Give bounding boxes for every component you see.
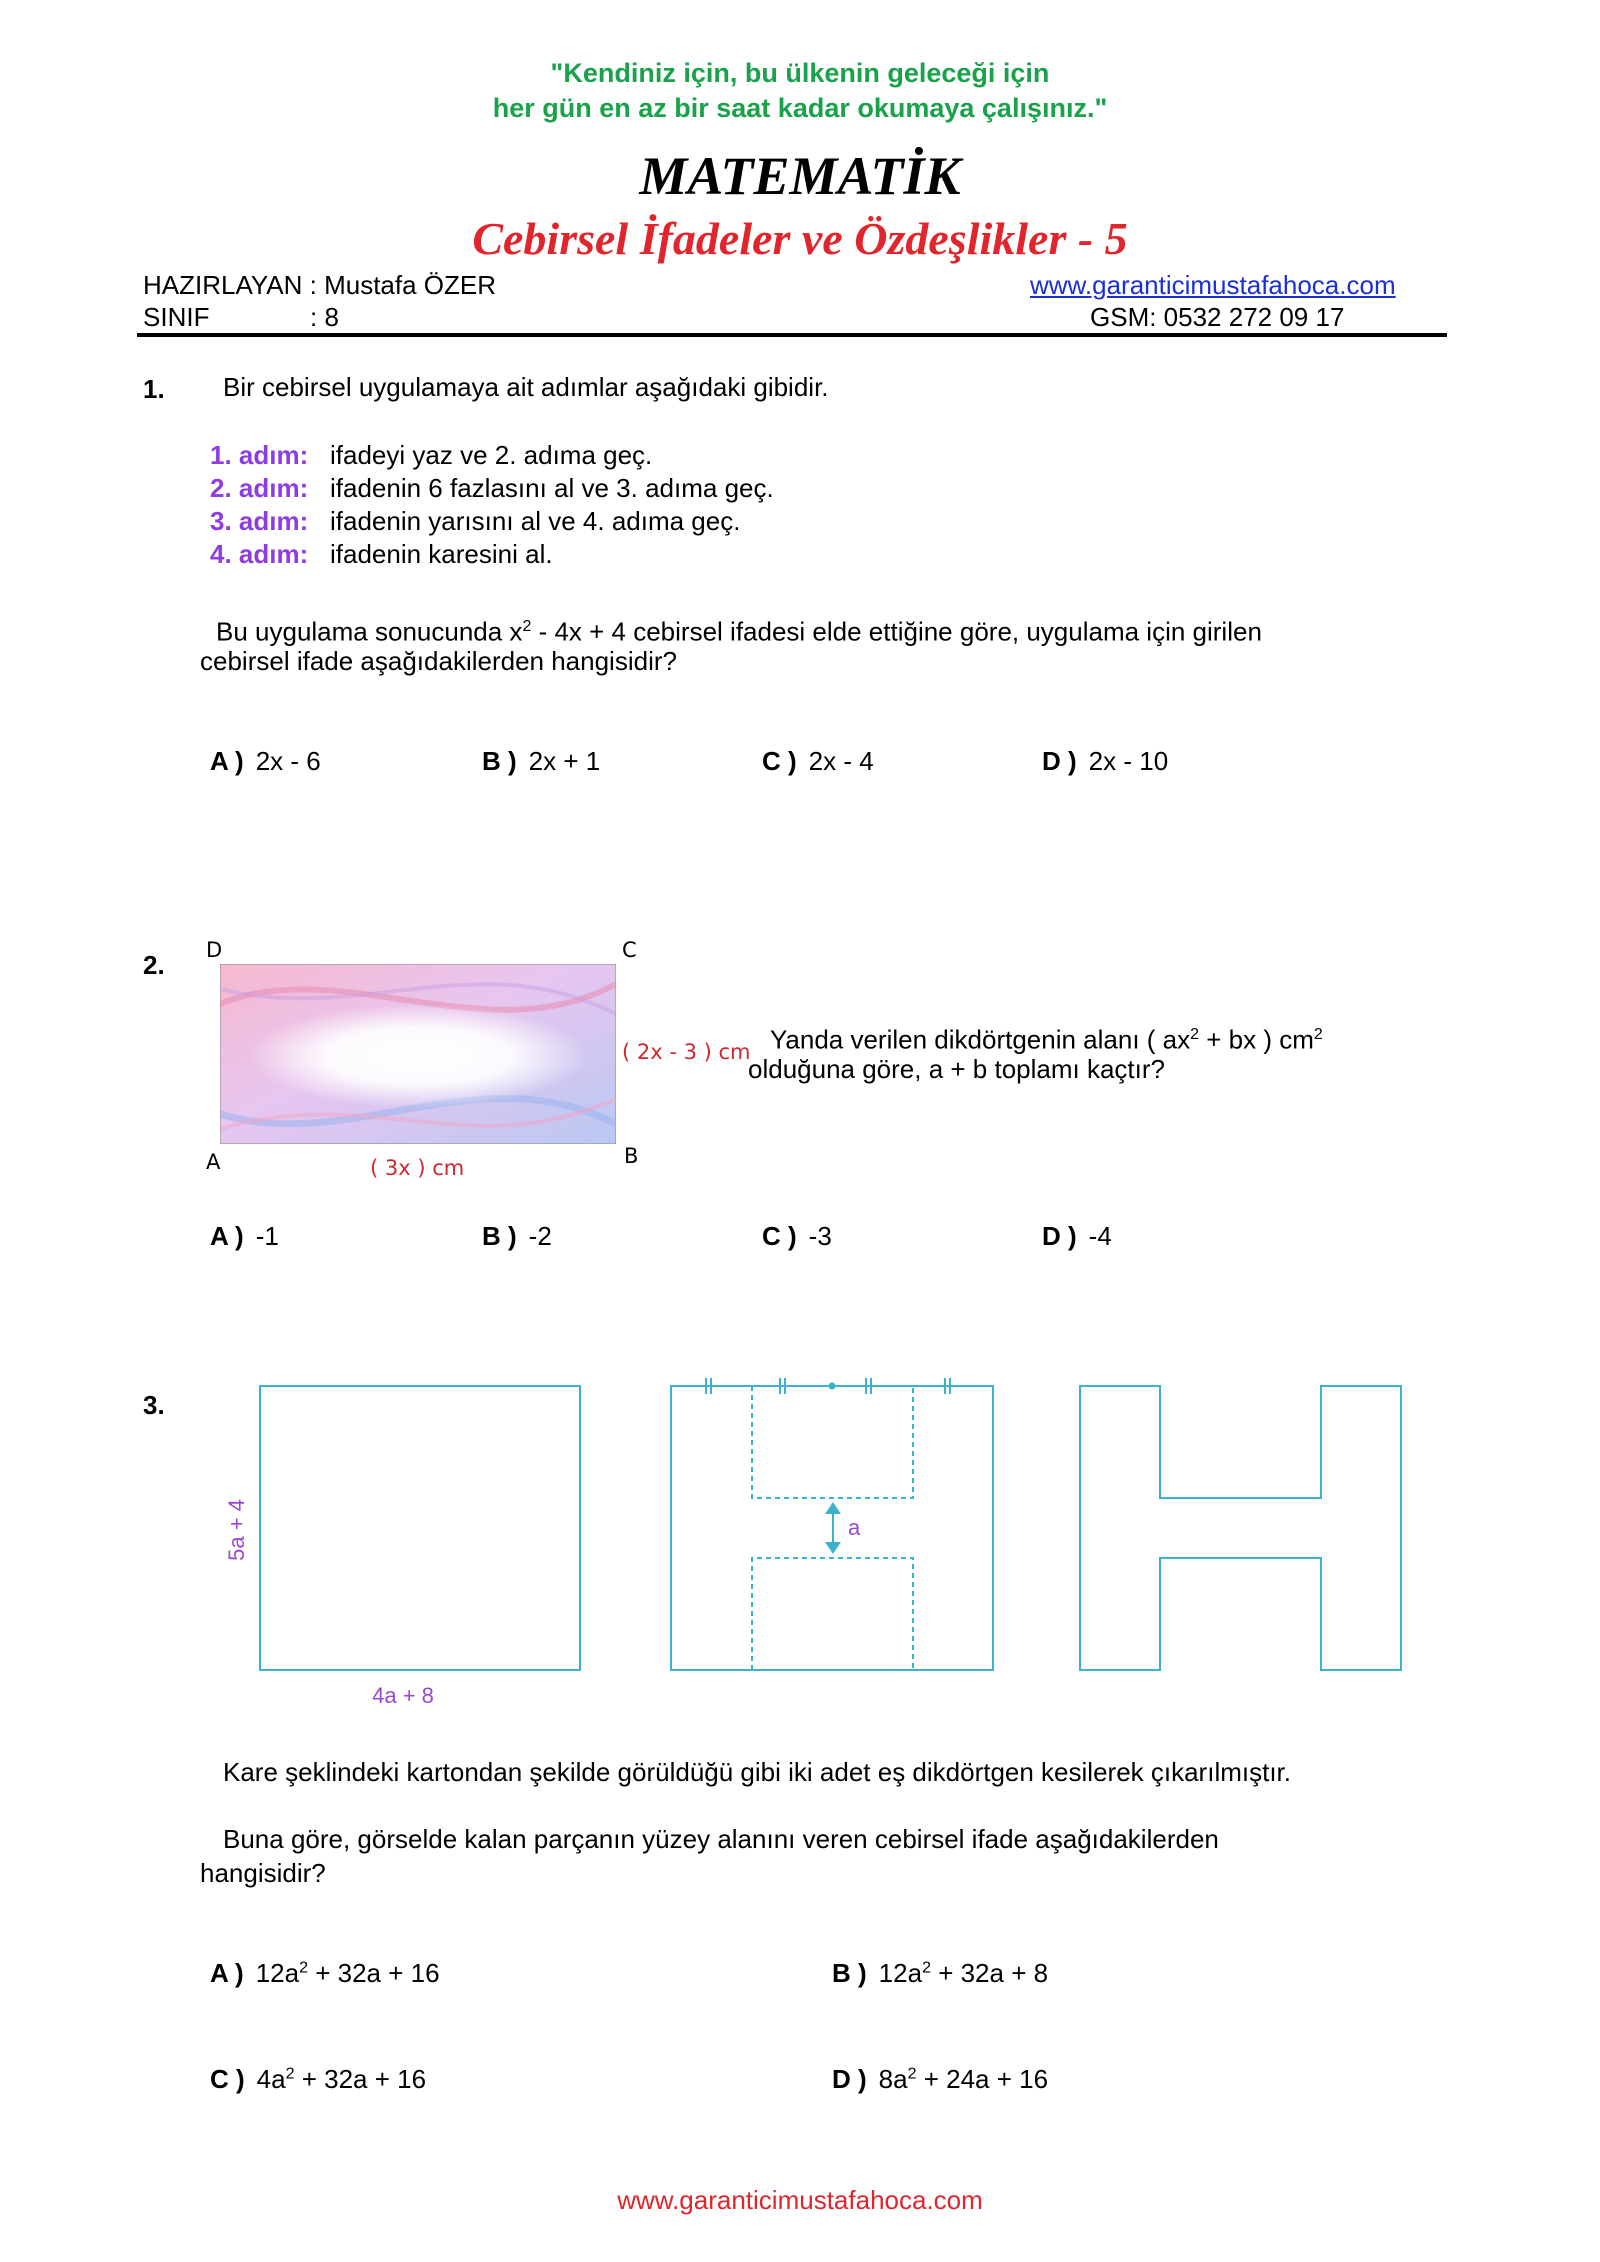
q2-option-b[interactable]: B ) -2 [482,1221,552,1251]
question-2-stem-line-1: Yanda verilen dikdörtgenin alanı ( $ax^2$ + bx ) $cm^2$ [770,1024,1323,1055]
footer-website[interactable]: www.garanticimustafahoca.com [617,2185,983,2215]
corner-a-label: A [206,1150,221,1174]
q3-option-b[interactable]: B ) $12a^2 + 32a + 8$ [832,1958,1049,1988]
step-2 [210,473,774,504]
author-label: HAZIRLAYAN : Mustafa ÖZER [143,270,497,300]
step-1-text: ifadeyi yaz ve 2. adıma geç. [330,440,653,470]
header-divider [137,333,1447,337]
cardboard-figures [0,1370,1600,1710]
question-1-stem-line-2: cebirsel ifade aşağıdakilerden hangisidir? [200,646,677,676]
square-bottom-label: 4a + 8 [372,1683,434,1708]
step-4 [210,539,553,570]
class-value: : 8 [310,302,339,332]
header-website-link[interactable]: www.garanticimustafahoca.com [1030,270,1396,300]
gsm-number: GSM: 0532 272 09 17 [1090,302,1345,332]
step-1-label: 1. adım: [210,440,309,470]
step-3-label: 3. adım: [210,506,309,536]
step-2-label: 2. adım: [210,473,309,503]
question-3-text-2-line-2: hangisidir? [200,1858,326,1888]
side-length-label: ( 2x - 3 ) cm [622,1040,751,1064]
q2-option-a[interactable]: A ) -1 [210,1221,279,1251]
step-1 [210,440,652,471]
step-4-label: 4. adım: [210,539,309,569]
q3-option-c[interactable]: C ) $4a^2 + 32a + 16$ [210,2064,427,2094]
q1-option-c[interactable]: C ) 2x - 4 [762,746,874,776]
question-2-stem-line-2: olduğuna göre, a + b toplamı kaçtır? [748,1054,1165,1084]
question-2-number: 2. [143,950,165,980]
class-label: SINIF [143,302,210,332]
step-2-text: ifadenin 6 fazlasını al ve 3. adıma geç. [330,473,774,503]
step-3 [210,506,740,537]
q3-option-d[interactable]: D ) $8a^2 + 24a + 16$ [832,2064,1049,2094]
corner-c-label: C [622,938,637,962]
q2-option-d[interactable]: D ) -4 [1042,1221,1112,1251]
gap-label: a [848,1515,861,1540]
corner-b-label: B [624,1144,639,1168]
topic-title: Cebirsel İfadeler ve Özdeşlikler - 5 [472,213,1128,264]
q3-option-a[interactable]: A ) $12a^2 + 32a + 16$ [210,1958,440,1988]
question-1-number: 1. [143,374,165,404]
square-side-label: 5a + 4 [224,1499,249,1561]
subject-title: MATEMATİK [639,146,961,206]
question-1-stem-line-1: Bu uygulama sonucunda $x^2 - 4x + 4$ cebirsel ifadesi elde ettiğine göre, uygulama için girilen [216,616,1262,647]
step-4-text: ifadenin karesini al. [330,539,553,569]
question-1-intro: Bir cebirsel uygulamaya ait adımlar aşağıdaki gibidir. [223,372,829,402]
cut-diagram [671,1378,993,1670]
q1-option-a[interactable]: A ) 2x - 6 [210,746,321,776]
question-3-text-2-line-1: Buna göre, görselde kalan parçanın yüzey alanını veren cebirsel ifade aşağıdakilerden [223,1824,1219,1854]
motto-line-1: "Kendiniz için, bu ülkenin geleceği için [550,58,1050,88]
q1-option-d[interactable]: D ) 2x - 10 [1042,746,1169,776]
remaining-h-shape [1080,1386,1401,1670]
motto-line-2: her gün en az bir saat kadar okumaya çalışınız." [492,93,1108,123]
q1-option-b[interactable]: B ) 2x + 1 [482,746,601,776]
question-3-number: 3. [143,1390,165,1420]
question-3-text-1: Kare şeklindeki kartondan şekilde görüldüğü gibi iki adet eş dikdörtgen kesilerek çıkarılmıştır. [223,1757,1291,1787]
bottom-length-label: ( 3x ) cm [370,1156,465,1180]
q2-option-c[interactable]: C ) -3 [762,1221,832,1251]
rectangle-figure [220,964,616,1144]
corner-d-label: D [206,938,223,962]
step-3-text: ifadenin yarısını al ve 4. adıma geç. [330,506,741,536]
square-figure [260,1386,580,1670]
